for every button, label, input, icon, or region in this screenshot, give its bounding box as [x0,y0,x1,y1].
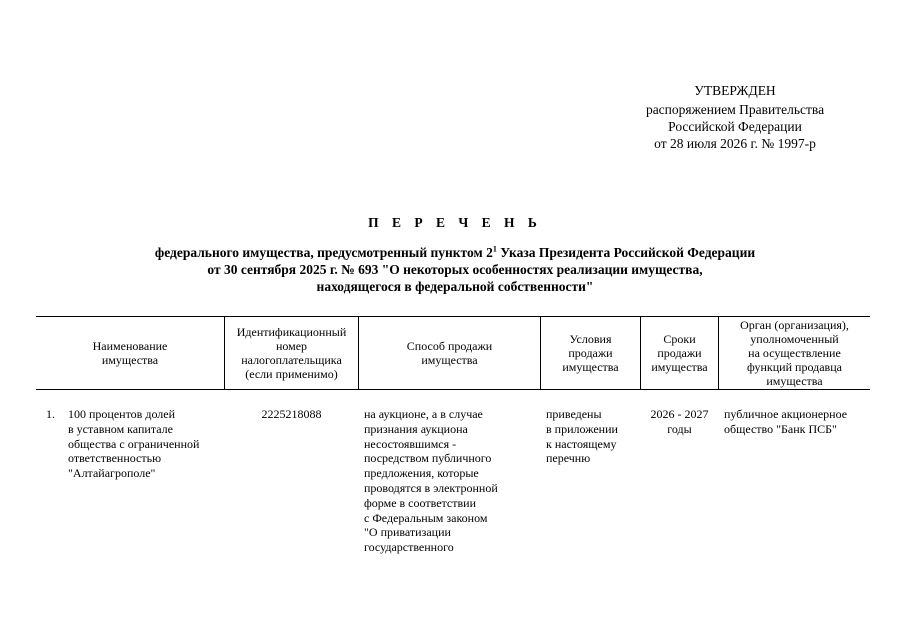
text-line: налогоплательщика [241,353,342,367]
text-line: предложения, которые [364,466,479,481]
subtitle-line: федерального имущества, предусмотренный пунктом $2^1$ Указа Президента Российской Федерации [154,244,756,260]
document-subtitle [60,244,850,295]
approval-heading: УТВЕРЖДЕН [694,83,776,98]
text-line: Сроки [663,332,696,346]
header-conditions [541,317,640,389]
cell-name [68,407,224,481]
text-line: продажи [568,346,613,360]
text-line: 2026 - 2027 [650,407,709,421]
text-line: продажи [657,346,702,360]
text-line: общество "Банк ПСБ" [724,421,837,436]
approval-line: от 28 июля 2026 г. № 1997-р [654,136,816,151]
header-terms [641,317,718,389]
text-line: номер [275,339,308,353]
cell-conditions [546,407,640,466]
header-name [36,317,224,389]
text-line: Наименование [92,339,168,353]
cell-terms [641,407,718,437]
text-line: с Федеральным законом [364,510,488,525]
text-line: перечню [546,451,591,466]
text-line: функций продавца [747,360,842,374]
text-line: имущества [651,360,708,374]
text-line: "О приватизации [364,525,451,540]
text-line: публичное акционерное [724,407,848,421]
text-line: Условия [569,332,612,346]
subtitle-line: находящегося в федеральной собственности" [316,279,594,294]
text-line: имущества [766,374,823,388]
text-line: к настоящему [546,436,617,451]
text-line: в приложении [546,421,618,436]
approval-line: Российской Федерации [668,119,802,134]
table-header-rule [36,389,870,390]
text-line: проводятся в электронной [364,480,498,495]
document-title-block [60,214,850,295]
header-inn [225,317,358,389]
header-authority [719,317,870,389]
text-line: имущества [562,360,619,374]
cell-inn: 2225218088 [261,407,322,421]
text-line: Орган (организация), [740,318,849,332]
text-line: форме в соответствии [364,495,476,510]
text-line: в уставном капитале [68,421,173,436]
text-line: годы [667,421,692,436]
text-line: уполномоченный [750,332,839,346]
text-line: на осуществление [748,346,841,360]
document-title: П Е Р Е Ч Е Н Ь [368,215,542,230]
text-line: (если применимо) [245,367,338,381]
text-line: Способ продажи [406,339,493,353]
text-line: признания аукциона [364,421,468,436]
approval-block [600,82,870,152]
text-line: посредством публичного [364,451,492,466]
text-line: имущества [421,353,478,367]
text-line: общества с ограниченной [68,436,200,451]
text-line: Идентификационный [236,325,347,339]
superscript: 1 [492,244,497,254]
cell-method [364,407,540,555]
header-method [359,317,540,389]
text-line: государственного [364,540,454,555]
text-line: имущества [101,353,159,367]
approval-line: распоряжением Правительства [645,102,825,117]
text-line: несостоявшимся - [364,436,457,451]
text-line: на аукционе, а в случае [364,407,483,421]
text-line: "Алтайагрополе" [68,466,156,481]
text-line: ответственностью [68,451,162,466]
subtitle-line: от 30 сентября 2025 г. № 693 "О некоторых особенностях реализации имущества, [207,262,703,277]
text-line: 100 процентов долей [68,407,176,421]
text-line: приведены [546,407,602,421]
cell-authority [724,407,870,437]
row-number: 1. [46,407,55,421]
